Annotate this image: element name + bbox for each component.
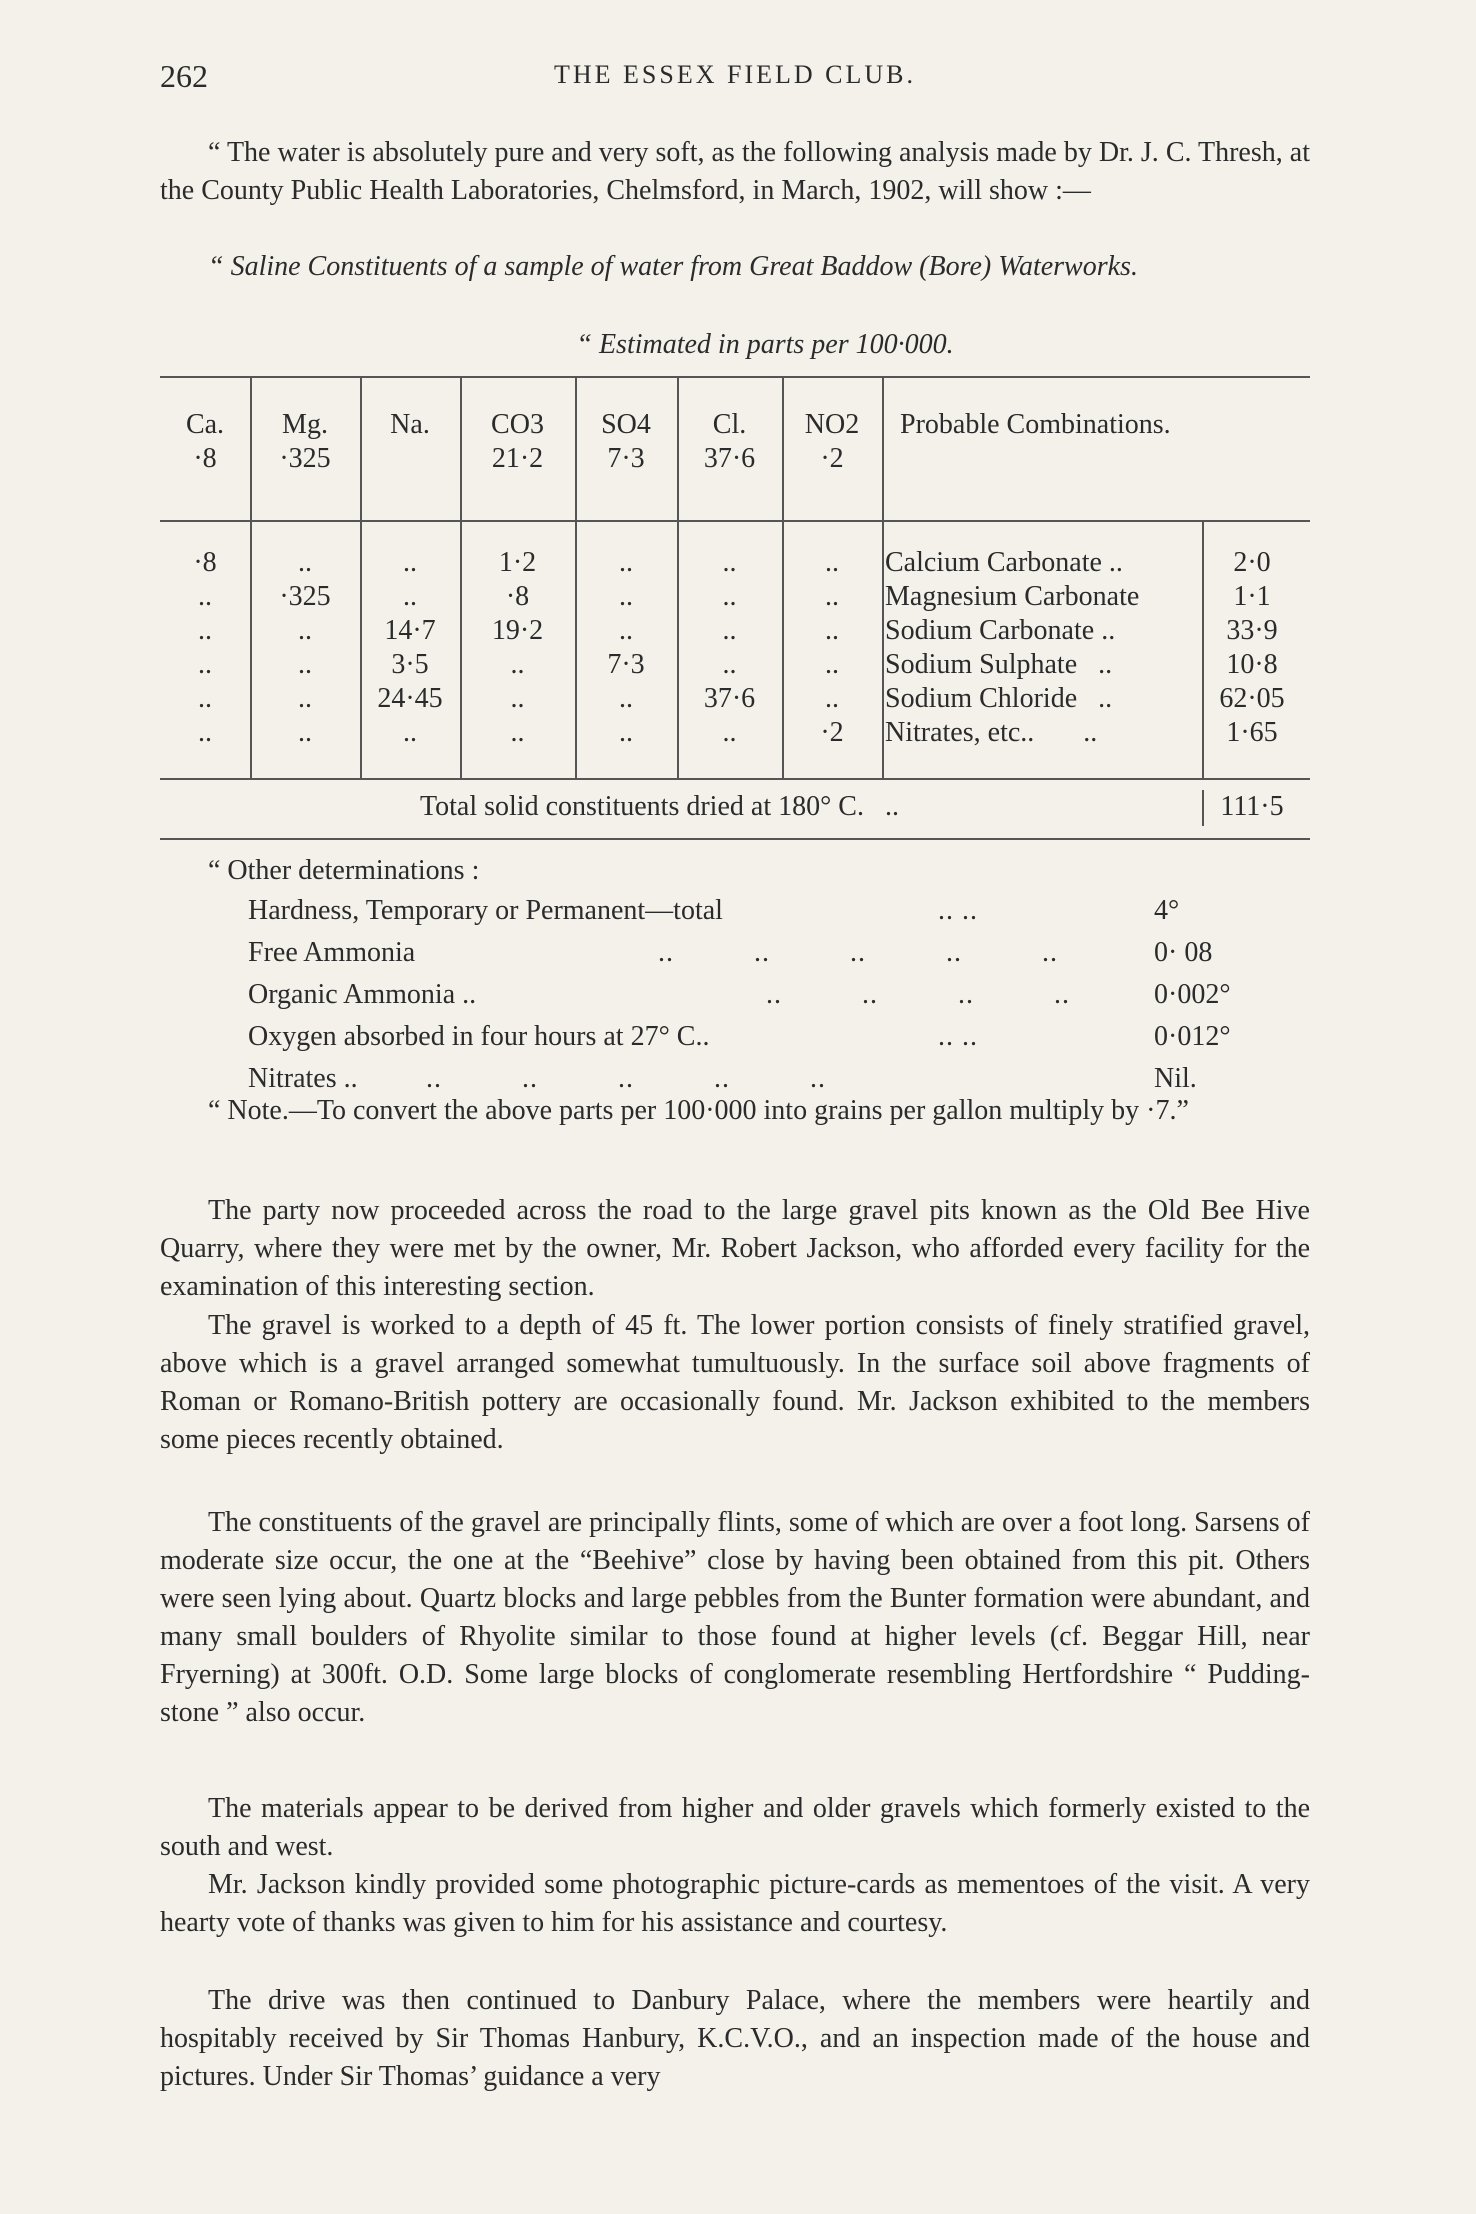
table-cell: 3·5 [391, 649, 429, 680]
table-cell: .. [619, 615, 633, 646]
table-bottom-rule [160, 838, 1310, 840]
header-na: Na. [390, 409, 430, 440]
page-number: 262 [160, 58, 208, 94]
determination-value: 0·002° [1154, 979, 1231, 1010]
page-header [160, 58, 1310, 102]
header-value-so4: 7·3 [607, 443, 645, 474]
table-cell: .. [298, 615, 312, 646]
table-cell: 19·2 [491, 615, 544, 646]
table-cell: .. [298, 717, 312, 748]
header-body-rule [160, 520, 1310, 522]
table-cell: .. [403, 717, 417, 748]
conversion-note: “ Note.—To convert the above parts per 100·000 into grains per gallon multiply by ·7.” [208, 1095, 1189, 1126]
table-cell: .. [198, 615, 212, 646]
total-value: 111·5 [1220, 791, 1284, 822]
header-value-mg: ·325 [279, 443, 331, 474]
combination-label: Sodium Sulphate .. [885, 649, 1113, 680]
table-top-rule [160, 376, 1310, 378]
combination-value: 33·9 [1226, 615, 1278, 646]
table-cell: .. [198, 581, 212, 612]
determinations-heading: “ Other determinations : [208, 855, 480, 886]
table-cell: .. [619, 581, 633, 612]
table-cell: .. [198, 649, 212, 680]
header-co3: CO3 [491, 409, 544, 440]
combination-value: 2·0 [1233, 547, 1271, 578]
combination-label: Sodium Carbonate .. [885, 615, 1116, 646]
table-cell: 7·3 [607, 649, 645, 680]
table-cell: 24·45 [377, 683, 443, 714]
determination-value: 0· 08 [1154, 937, 1213, 968]
header-no2: NO2 [804, 409, 860, 440]
body-paragraph: Mr. Jackson kindly provided some photographic picture-cards as mementoes of the visit. A very hearty vote of thanks was given to him for his assistance and courtesy. [160, 1869, 1310, 1938]
body-paragraph: The drive was then continued to Danbury Palace, where the members were heartily and hospitably received by Sir Thomas Hanbury, K.C.V.O., and an inspection made of the house and pictures. Under Sir Thomas’ guidance a very [160, 1985, 1310, 2092]
table-cell: .. [722, 649, 737, 680]
table-total-rule [160, 778, 1310, 780]
table-cell: .. [298, 547, 312, 578]
header-value-co3: 21·2 [491, 443, 544, 474]
header-mg: Mg. [282, 409, 328, 440]
table-cell: .. [619, 547, 633, 578]
table-cell: .. [722, 547, 737, 578]
header-value-cl: 37·6 [703, 443, 756, 474]
table-cell: .. [510, 717, 525, 748]
table-cell: ·2 [820, 717, 844, 748]
column-divider [882, 378, 884, 778]
determination-value: Nil. [1154, 1063, 1197, 1094]
table-cell: .. [619, 717, 633, 748]
table-cell: 37·6 [703, 683, 756, 714]
combination-label: Sodium Chloride .. [885, 683, 1113, 714]
determination-dots: .. .. [938, 1021, 978, 1052]
body-paragraph: The constituents of the gravel are principally flints, some of which are over a foot long. Sarsens of moderate size occur, the one at the “Beehive” close by having been obtained from this pit. Others were seen lying about. Quartz blocks and large pebbles from the Bunter formation were abundant, and many small boulders of Rhyolite similar to those found at higher levels (cf. Beggar Hill, near Fryerning) at 300ft. O.D. Some large blocks of conglomerate resembling Hertfordshire “ Pudding-stone ” also occur. [160, 1507, 1310, 1728]
table-cell: .. [510, 683, 525, 714]
table-cell: .. [825, 683, 839, 714]
combination-label: Calcium Carbonate .. [885, 547, 1123, 578]
table-cell: 14·7 [384, 615, 436, 646]
table-cell: 1·2 [498, 547, 537, 578]
table-cell: .. [298, 649, 312, 680]
table-cell: .. [619, 683, 633, 714]
determination-label: Hardness, Temporary or Permanent—total [248, 895, 723, 926]
determination-label: Free Ammonia [248, 937, 416, 968]
table-cell: .. [722, 717, 737, 748]
determination-row [248, 1019, 1268, 1055]
header-so4: SO4 [601, 409, 651, 440]
estimated-caption: “ Estimated in parts per 100·000. [576, 329, 954, 360]
determination-label: Nitrates .. [248, 1063, 358, 1094]
table-cell: .. [825, 581, 839, 612]
determination-label: Organic Ammonia .. [248, 979, 477, 1010]
determination-row [248, 935, 1268, 971]
body-paragraph: The materials appear to be derived from higher and older gravels which formerly existed to the south and west. [160, 1793, 1310, 1862]
table-cell: .. [825, 615, 839, 646]
determination-row [248, 893, 1268, 929]
table-cell: .. [198, 683, 212, 714]
determination-value: 0·012° [1154, 1021, 1231, 1052]
table-cell: .. [722, 581, 737, 612]
running-title: THE ESSEX FIELD CLUB. [554, 60, 916, 89]
combination-value: 10·8 [1226, 649, 1278, 680]
table-cell: ·8 [193, 547, 217, 578]
header-cl: Cl. [712, 409, 747, 440]
saline-constituents-caption: “ Saline Constituents of a sample of water from Great Baddow (Bore) Waterworks. [208, 251, 1138, 282]
table-cell: .. [198, 717, 212, 748]
intro-paragraph: “ The water is absolutely pure and very soft, as the following analysis made by Dr. J. C. Thresh, at the County Public Health Laboratories, Chelmsford, in March, 1902, will show :— [160, 137, 1310, 206]
table-cell: .. [403, 547, 417, 578]
determination-dots: .. .. .. .. [766, 979, 1070, 1010]
table-cell: .. [298, 683, 312, 714]
determination-dots: .. .. .. .. .. [426, 1063, 826, 1094]
table-cell: .. [510, 649, 525, 680]
combination-value: 1·65 [1226, 717, 1278, 748]
body-paragraph: The gravel is worked to a depth of 45 ft. The lower portion consists of finely stratified gravel, above which is a gravel arranged somewhat tumultuously. In the surface soil above fragments of Roman or Romano-British pottery are occasionally found. Mr. Jackson exhibited to the members some pieces recently obtained. [160, 1310, 1310, 1455]
table-cell: ·325 [279, 581, 331, 612]
header-probable-combinations: Probable Combinations. [900, 409, 1171, 440]
body-paragraph: The party now proceeded across the road to the large gravel pits known as the Old Bee Hive Quarry, where they were met by the owner, Mr. Robert Jackson, who afforded every facility for the examination of this interesting section. [160, 1195, 1310, 1302]
determination-value: 4° [1154, 895, 1180, 926]
table-cell: ·8 [505, 581, 530, 612]
determination-row [248, 977, 1268, 1013]
combination-label: Magnesium Carbonate [885, 581, 1140, 612]
combination-label: Nitrates, etc.. .. [885, 717, 1098, 748]
determination-dots: .. .. .. .. .. [658, 937, 1058, 968]
table-cell: .. [722, 615, 737, 646]
combination-value: 62·05 [1219, 683, 1285, 714]
table-cell: .. [403, 581, 417, 612]
table-cell: .. [825, 547, 839, 578]
combination-value: 1·1 [1233, 581, 1271, 612]
total-label: Total solid constituents dried at 180° C. .. [420, 791, 899, 822]
table-cell: .. [825, 649, 839, 680]
header-value-no2: ·2 [820, 443, 844, 474]
determination-dots: .. .. [938, 895, 978, 926]
header-ca: Ca. [185, 409, 225, 440]
header-value-ca: ·8 [193, 443, 217, 474]
determination-label: Oxygen absorbed in four hours at 27° C.. [248, 1021, 710, 1052]
